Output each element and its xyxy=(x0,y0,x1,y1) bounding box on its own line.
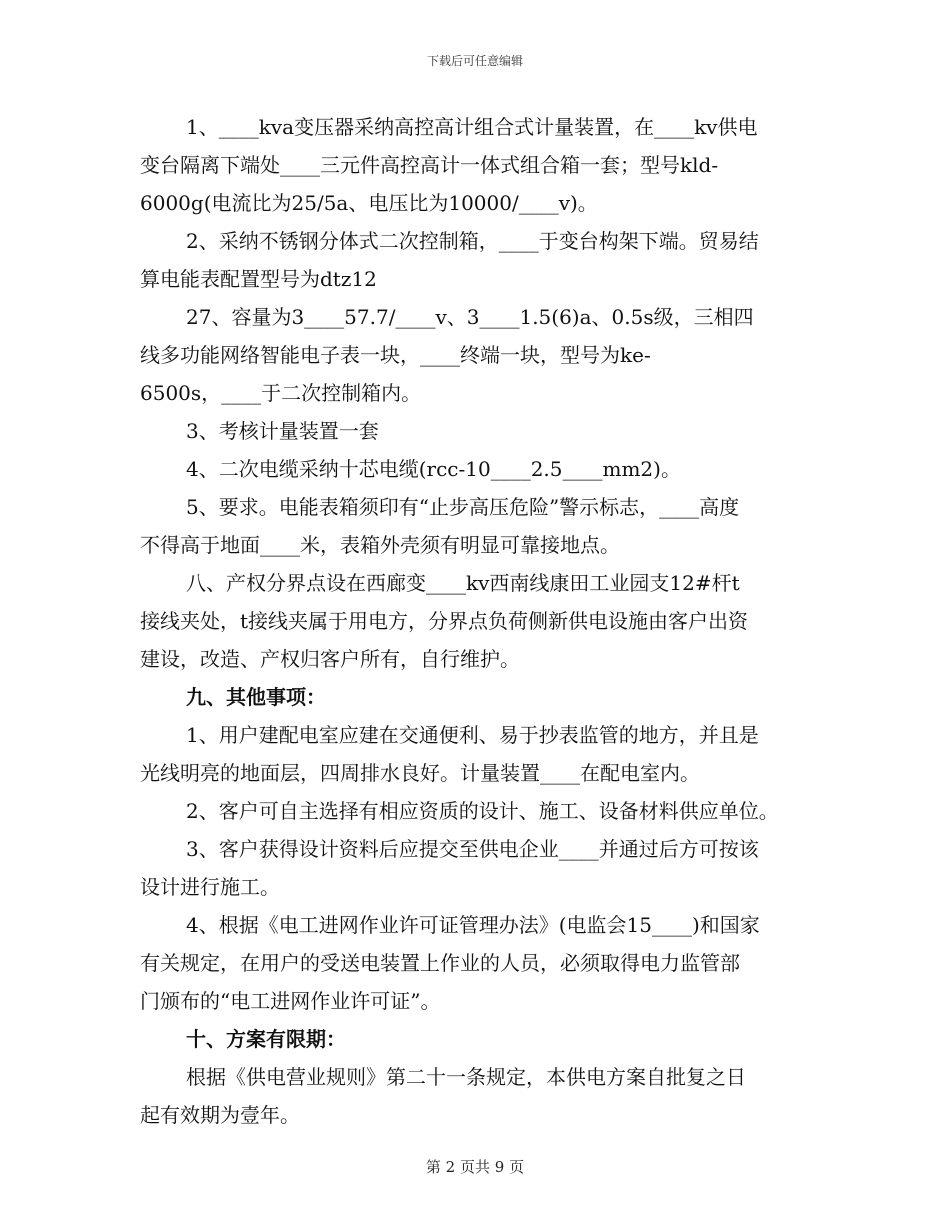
text-line: 1、用户建配电室应建在交通便利、易于抄表监管的地方，并且是 xyxy=(186,723,759,747)
text-line: 2、采纳不锈钢分体式二次控制箱，____于变台构架下端。贸易结 xyxy=(186,229,759,253)
text-line: 算电能表配置型号为dtz12 xyxy=(140,267,377,291)
document-body xyxy=(140,108,815,1134)
text-line: 根据《供电营业规则》第二十一条规定，本供电方案自批复之日 xyxy=(186,1065,746,1089)
text-line: 4、二次电缆采纳十芯电缆(rcc-10____2.5____mm2)。 xyxy=(186,457,681,481)
text-line: 建设，改造、产权归客户所有，自行维护。 xyxy=(140,647,520,671)
text-line: 2、客户可自主选择有相应资质的设计、施工、设备材料供应单位。 xyxy=(186,799,779,823)
text-line: 门颁布的“电工进网作业许可证”。 xyxy=(140,989,441,1013)
page-header: 下载后可任意编辑 xyxy=(426,54,523,68)
text-line: 1、____kva变压器采纳高控高计组合式计量装置，在____kv供电 xyxy=(186,115,758,139)
text-line: 有关规定，在用户的受送电装置上作业的人员，必须取得电力监管部 xyxy=(140,951,740,975)
text-line: 5、要求。电能表箱须印有“止步高压危险”警示标志，____高度 xyxy=(186,495,740,519)
text-line: 八、产权分界点设在西廊变____kv西南线康田工业园支12#杆t xyxy=(186,571,740,595)
text-line: 27、容量为3____57.7/____v、3____1.5(6)a、0.5s级，三相四 xyxy=(186,305,754,329)
section-heading: 十、方案有限期： xyxy=(186,1027,346,1051)
text-line: 接线夹处，t接线夹属于用电方，分界点负荷侧新供电设施由客户出资 xyxy=(140,609,749,633)
text-line: 起有效期为壹年。 xyxy=(140,1103,300,1127)
text-line: 3、客户获得设计资料后应提交至供电企业____并通过后方可按该 xyxy=(186,837,759,861)
page-footer: 第 2 页共 9 页 xyxy=(425,1158,525,1176)
section-heading: 九、其他事项： xyxy=(186,685,326,709)
text-line: 光线明亮的地面层，四周排水良好。计量装置____在配电室内。 xyxy=(140,761,700,785)
text-line: 6500s，____于二次控制箱内。 xyxy=(140,381,422,405)
text-line: 4、根据《电工进网作业许可证管理办法》(电监会15____)和国家 xyxy=(186,913,760,937)
text-line: 设计进行施工。 xyxy=(140,875,280,899)
text-line: 6000g(电流比为25/5a、电压比为10000/____v)。 xyxy=(140,191,598,215)
text-line: 不得高于地面____米，表箱外壳须有明显可靠接地点。 xyxy=(140,533,620,557)
text-line: 变台隔离下端处____三元件高控高计一体式组合箱一套；型号kld- xyxy=(140,153,719,177)
text-line: 线多功能网络智能电子表一块，____终端一块，型号为ke- xyxy=(140,343,651,367)
text-line: 3、考核计量装置一套 xyxy=(186,419,379,443)
